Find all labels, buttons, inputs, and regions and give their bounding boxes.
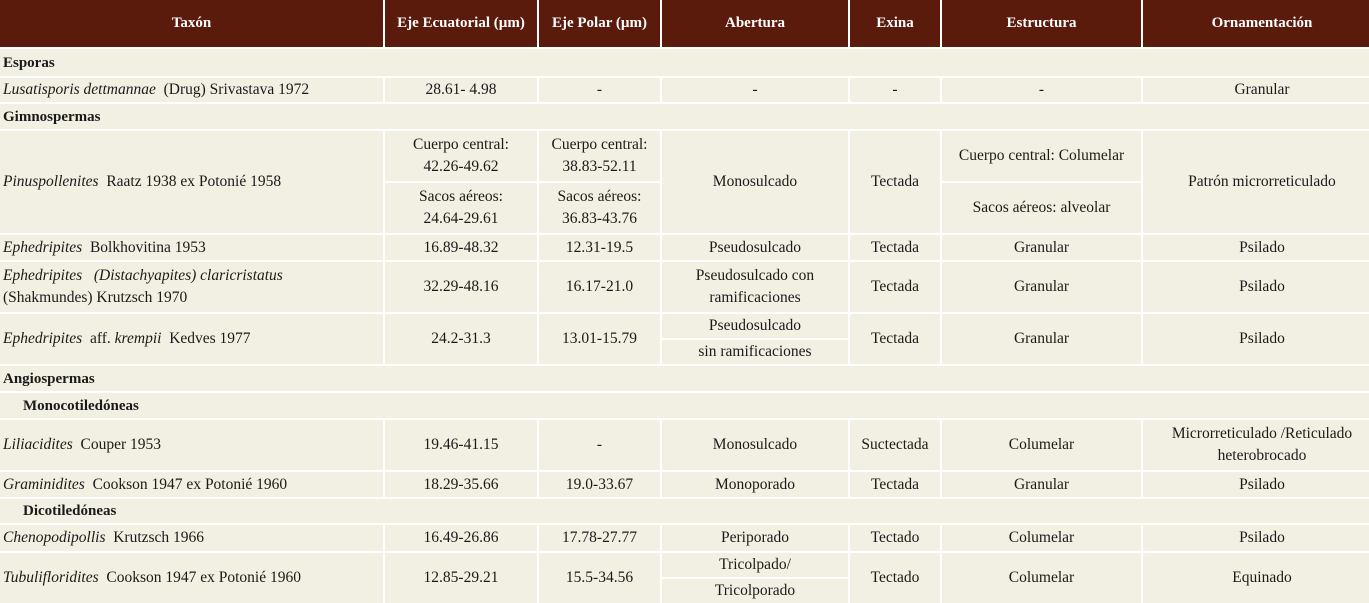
taxon-author: Cookson 1947 ex Potonié 1960	[92, 475, 288, 493]
cell-ecuatorial-central: Cuerpo central: 42.26-49.62	[385, 131, 537, 181]
taxon-cell	[0, 78, 383, 102]
taxon-genus: Liliacidites	[3, 436, 73, 453]
cell-polar: -	[539, 420, 660, 470]
cell-estructura: Granular	[942, 235, 1141, 260]
cell-estructura: Columelar	[942, 525, 1141, 551]
cell-polar-sacos: Sacos aéreos: 36.83-43.76	[539, 183, 660, 233]
section-angiospermas: Angiospermas	[0, 366, 1369, 391]
taxon-author: Raatz 1938 ex Potonié 1958	[106, 173, 282, 190]
cell-abertura: Pseudosulcado	[662, 235, 848, 260]
cell-estructura: Columelar	[942, 553, 1141, 603]
taxon-author: (Shakmundes) Krutzsch 1970	[3, 289, 188, 306]
cell-abertura: Pseudosulcado con ramificaciones	[662, 262, 848, 312]
section-gimnospermas: Gimnospermas	[0, 104, 1369, 129]
cell-exina: Tectada	[850, 131, 940, 233]
cell-exina: Tectado	[850, 525, 940, 551]
taxon-cell	[0, 472, 383, 497]
cell-abertura: -	[662, 78, 848, 102]
cell-ornamentacion: Psilado	[1143, 262, 1369, 312]
header-ornamentacion: Ornamentación	[1143, 0, 1369, 47]
cell-ecuatorial-sacos: Sacos aéreos: 24.64-29.61	[385, 183, 537, 233]
cell-exina: Tectada	[850, 314, 940, 364]
taxon-cell	[0, 420, 383, 470]
cell-ecuatorial: 24.2-31.3	[385, 314, 537, 364]
cell-ecuatorial: 12.85-29.21	[385, 553, 537, 603]
cell-ecuatorial: 19.46-41.15	[385, 420, 537, 470]
cell-ornamentacion: Granular	[1143, 78, 1369, 102]
taxon-author: Kedves 1977	[169, 330, 251, 347]
abertura-line-2: Tricolporado	[714, 582, 796, 599]
taxon-genus: Chenopodipollis	[3, 529, 106, 546]
abertura-line-1: Tricolpado/	[719, 556, 791, 573]
taxon-cell	[0, 553, 383, 603]
cell-exina: Tectada	[850, 472, 940, 497]
cell-polar-central: Cuerpo central: 38.83-52.11	[539, 131, 660, 181]
taxon-genus: Graminidites	[3, 475, 85, 493]
cell-exina: Tectada	[850, 235, 940, 260]
cell-ecuatorial: 18.29-35.66	[385, 472, 537, 497]
cell-polar: 17.78-27.77	[539, 525, 660, 551]
taxon-cell	[0, 314, 383, 364]
cell-abertura: Monoporado	[662, 472, 848, 497]
cell-abertura: Monosulcado	[662, 420, 848, 470]
taxon-genus: Ephedripites	[3, 238, 83, 256]
cell-ornamentacion: Microrreticulado /Reticulado heterobrocado	[1143, 420, 1369, 470]
cell-polar: 15.5-34.56	[539, 553, 660, 603]
header-eje-ecuatorial: Eje Ecuatorial (µm)	[385, 0, 537, 47]
cell-polar: 13.01-15.79	[539, 314, 660, 364]
taxon-subgenus: (Distachyapites) claricristatus	[93, 267, 283, 284]
taxon-author: Krutzsch 1966	[113, 529, 205, 546]
cell-estructura: Granular	[942, 262, 1141, 312]
taxon-cell	[0, 525, 383, 551]
taxon-genus: Pinuspollenites	[3, 173, 99, 190]
cell-polar: -	[539, 78, 660, 102]
cell-ornamentacion: Psilado	[1143, 472, 1369, 497]
section-esporas: Esporas	[0, 49, 1369, 76]
abertura-line-1: Pseudosulcado	[708, 317, 802, 334]
cell-exina: -	[850, 78, 940, 102]
cell-ecuatorial: 32.29-48.16	[385, 262, 537, 312]
cell-estructura: -	[942, 78, 1141, 102]
taxon-author: Bolkhovitina 1953	[89, 238, 206, 256]
cell-ecuatorial: 16.89-48.32	[385, 235, 537, 260]
taxon-author: (Drug) Srivastava 1972	[163, 81, 310, 98]
header-abertura: Abertura	[662, 0, 848, 47]
cell-abertura: Periporado	[662, 525, 848, 551]
cell-exina: Tectado	[850, 553, 940, 603]
header-taxon: Taxón	[0, 0, 383, 47]
cell-estructura: Granular	[942, 472, 1141, 497]
cell-ornamentacion: Patrón microrreticulado	[1143, 131, 1369, 233]
cell-ornamentacion: Psilado	[1143, 525, 1369, 551]
cell-abertura: Monosulcado	[662, 131, 848, 233]
taxon-author: Cookson 1947 ex Potonié 1960	[106, 569, 301, 586]
taxon-cell	[0, 262, 383, 312]
cell-exina: Tectada	[850, 262, 940, 312]
cell-polar: 12.31-19.5	[539, 235, 660, 260]
cell-ornamentacion: Psilado	[1143, 235, 1369, 260]
header-estructura: Estructura	[942, 0, 1141, 47]
subsection-monocotiledoneas: Monocotiledóneas	[0, 393, 1369, 418]
cell-abertura	[662, 553, 848, 603]
header-exina: Exina	[850, 0, 940, 47]
cell-estructura: Granular	[942, 314, 1141, 364]
subsection-dicotiledoneas: Dicotiledóneas	[0, 499, 1369, 523]
taxon-aff: aff.	[89, 330, 111, 347]
cell-ecuatorial: 16.49-26.86	[385, 525, 537, 551]
taxon-genus: Ephedripites	[3, 330, 83, 347]
taxon-genus: Lusatisporis dettmannae	[3, 81, 156, 98]
cell-estructura-central: Cuerpo central: Columelar	[942, 131, 1141, 181]
cell-polar: 19.0-33.67	[539, 472, 660, 497]
cell-ornamentacion: Psilado	[1143, 314, 1369, 364]
abertura-line-2: sin ramificaciones	[698, 343, 812, 360]
taxon-cell	[0, 131, 383, 233]
cell-exina: Suctectada	[850, 420, 940, 470]
taxon-species: krempii	[114, 330, 162, 347]
cell-estructura-sacos: Sacos aéreos: alveolar	[942, 183, 1141, 233]
cell-ecuatorial: 28.61- 4.98	[385, 78, 537, 102]
taxon-author: Couper 1953	[80, 436, 162, 453]
header-eje-polar: Eje Polar (µm)	[539, 0, 660, 47]
cell-abertura	[662, 314, 848, 364]
taxon-cell	[0, 235, 383, 260]
cell-ornamentacion: Equinado	[1143, 553, 1369, 603]
taxon-genus: Tubulifloridites	[3, 569, 99, 586]
cell-estructura: Columelar	[942, 420, 1141, 470]
cell-polar: 16.17-21.0	[539, 262, 660, 312]
taxon-genus: Ephedripites	[3, 267, 83, 284]
